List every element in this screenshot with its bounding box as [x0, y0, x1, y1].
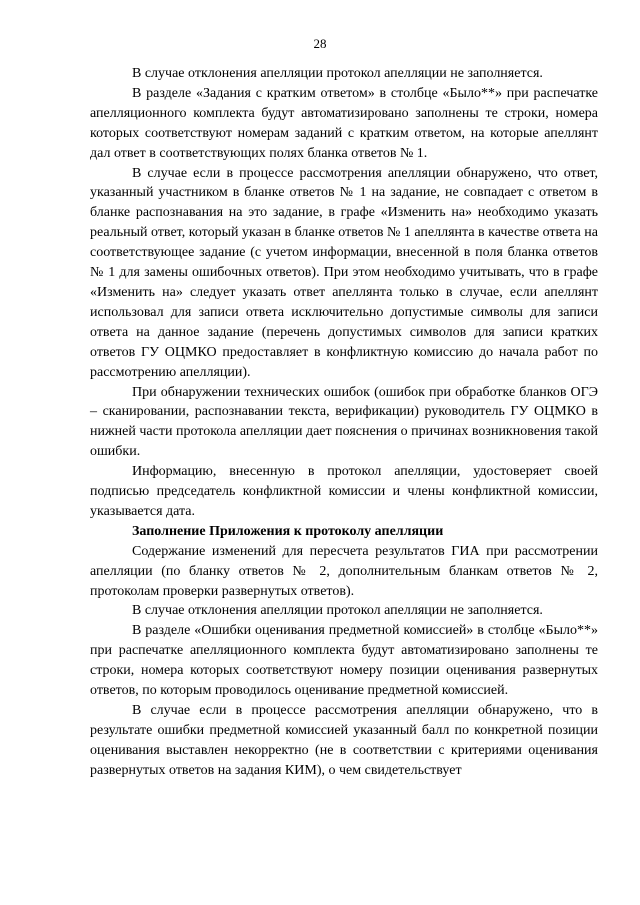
paragraph: В случае если в процессе рассмотрения апелляции обнаружено, что ответ, указанный участником в бланке ответов № 1 на задание, не совпадает с ответом в бланке распознавания на это задание, в графе «Изменить на» необходимо указать реальный ответ, который указан в бланке ответов № 1 апеллянта в качестве ответа на соответствующее задание (с учетом информации, внесенной в поля бланка ответов № 1 для замены ошибочных ответов). При этом необходимо учитывать, что в графе «Изменить на» следует указать ответ апеллянта только в случае, если апеллянт использовал для записи ответа исключительно допустимые символы для записи ответа на данное задание (перечень допустимых символов для записи кратких ответов ГУ ОЦМКО предоставляет в конфликтную комиссию до начала работ по рассмотрению апелляции). — [90, 165, 598, 380]
paragraph: Содержание изменений для пересчета результатов ГИА при рассмотрении апелляции (по бланку ответов № 2, дополнительным бланкам ответов № 2, протоколам проверки развернутых ответов). — [90, 543, 598, 599]
paragraph: В случае отклонения апелляции протокол апелляции не заполняется. — [132, 603, 543, 619]
paragraph: В случае если в процессе рассмотрения апелляции обнаружено, что в результате ошибки предметной комиссией указанный балл по конкретной позиции оценивания выставлен некорректно (не в соответствии с критериями оценивания развернутых ответов на задания КИМ), о чем свидетельствует — [90, 703, 598, 778]
paragraph: Информацию, внесенную в протокол апелляции, удостоверяет своей подписью председатель конфликтной комиссии и члены конфликтной комиссии, указывается дата. — [90, 464, 598, 519]
paragraph: В разделе «Задания с кратким ответом» в столбце «Было**» при распечатке апелляционного комплекта будут автоматизировано заполнены те строки, номера которых соответствуют номерам заданий с кратким ответом, на которые апеллянт дал ответ в соответствующих полях бланка ответов № 1. — [90, 85, 598, 161]
document-body — [90, 64, 598, 781]
paragraph: В случае отклонения апелляции протокол апелляции не заполняется. — [132, 66, 543, 81]
paragraph: В разделе «Ошибки оценивания предметной комиссией» в столбце «Было**» при распечатке апелляционного комплекта будут автоматизировано заполнены те строки, номера которых соответствуют номеру позиции оценивания развернутых ответов, по которым проводилось оценивание предметной комиссией. — [90, 623, 598, 699]
section-heading: Заполнение Приложения к протоколу апелляции — [132, 523, 444, 539]
page-number: 28 — [313, 36, 327, 51]
paragraph: При обнаружении технических ошибок (ошибок при обработке бланков ОГЭ – сканировании, распознавании текста, верификации) руководитель ГУ ОЦМКО в нижней части протокола апелляции дает пояснения о причинах возникновения такой ошибки. — [90, 384, 598, 460]
